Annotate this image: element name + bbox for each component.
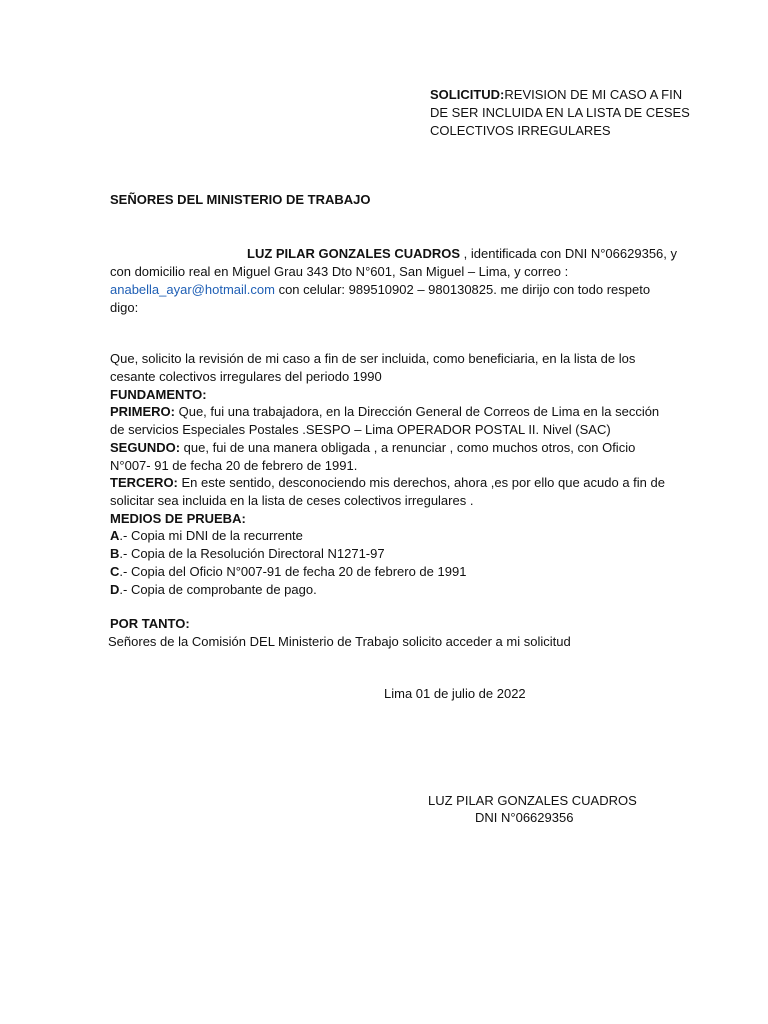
medios-text-d: .- Copia de comprobante de pago. <box>119 582 317 597</box>
email-link[interactable]: anabella_ayar@hotmail.com <box>110 282 275 297</box>
medios-heading: MEDIOS DE PRUEBA: <box>110 511 246 526</box>
subject-label: SOLICITUD: <box>430 87 505 102</box>
subject-line-1 <box>430 86 682 104</box>
subject-line-2: DE SER INCLUIDA EN LA LISTA DE CESES <box>430 105 690 120</box>
medios-text-c: .- Copia del Oficio N°007-91 de fecha 20 de febrero de 1991 <box>119 564 467 579</box>
tercero-text-1: En este sentido, desconociendo mis derechos, ahora ,es por ello que acudo a fin de <box>177 475 665 490</box>
closing-text: Señores de la Comisión DEL Ministerio de Trabajo solicito acceder a mi solicitud <box>108 634 571 649</box>
medios-text-a: .- Copia mi DNI de la recurrente <box>119 528 303 543</box>
medios-text-b: .- Copia de la Resolución Directoral N1271-97 <box>119 546 385 561</box>
closing-heading: POR TANTO: <box>110 616 190 631</box>
signature-dni: DNI N°06629356 <box>475 810 574 825</box>
medios-item-b <box>110 545 385 563</box>
subject-text-1: REVISION DE MI CASO A FIN <box>504 87 683 102</box>
primero-label: PRIMERO: <box>110 404 175 419</box>
request-line-2: cesante colectivos irregulares del periodo 1990 <box>110 369 382 384</box>
medios-item-c <box>110 563 466 581</box>
tercero-line-1 <box>110 474 665 492</box>
tercero-label: TERCERO: <box>110 475 178 490</box>
segundo-line-1 <box>110 439 635 457</box>
addressee: SEÑORES DEL MINISTERIO DE TRABAJO <box>110 192 371 207</box>
fundamento-heading: FUNDAMENTO: <box>110 387 207 402</box>
medios-letter-d: D <box>110 582 120 597</box>
intro-line-1 <box>247 245 677 263</box>
segundo-text-1: que, fui de una manera obligada , a renunciar , como muchos otros, con Oficio <box>180 440 636 455</box>
primero-line-2: de servicios Especiales Postales .SESPO – Lima OPERADOR POSTAL II. Nivel (SAC) <box>110 422 611 437</box>
medios-letter-b: B <box>110 546 120 561</box>
intro-line-2: con domicilio real en Miguel Grau 343 Dto N°601, San Miguel – Lima, y correo : <box>110 264 569 279</box>
document-date: Lima 01 de julio de 2022 <box>384 686 526 701</box>
request-line-1: Que, solicito la revisión de mi caso a fin de ser incluida, como beneficiaria, en la lista de los <box>110 351 636 366</box>
tercero-line-2: solicitar sea incluida en la lista de ceses colectivos irregulares . <box>110 493 474 508</box>
petitioner-name: LUZ PILAR GONZALES CUADROS <box>247 246 461 261</box>
segundo-label: SEGUNDO: <box>110 440 181 455</box>
segundo-line-2: N°007- 91 de fecha 20 de febrero de 1991. <box>110 458 358 473</box>
signature-name: LUZ PILAR GONZALES CUADROS <box>428 793 637 808</box>
medios-item-d <box>110 581 317 599</box>
subject-line-3: COLECTIVOS IRREGULARES <box>430 123 611 138</box>
medios-letter-a: A <box>110 528 120 543</box>
medios-letter-c: C <box>110 564 120 579</box>
intro-line-1-rest: , identificada con DNI N°06629356, y <box>460 246 677 261</box>
intro-line-3-rest: con celular: 989510902 – 980130825. me dirijo con todo respeto <box>274 282 651 297</box>
medios-item-a <box>110 527 303 545</box>
primero-line-1 <box>110 403 659 421</box>
intro-line-3 <box>110 281 650 299</box>
intro-line-4: digo: <box>110 300 139 315</box>
primero-text-1: Que, fui una trabajadora, en la Dirección General de Correos de Lima en la sección <box>175 404 660 419</box>
